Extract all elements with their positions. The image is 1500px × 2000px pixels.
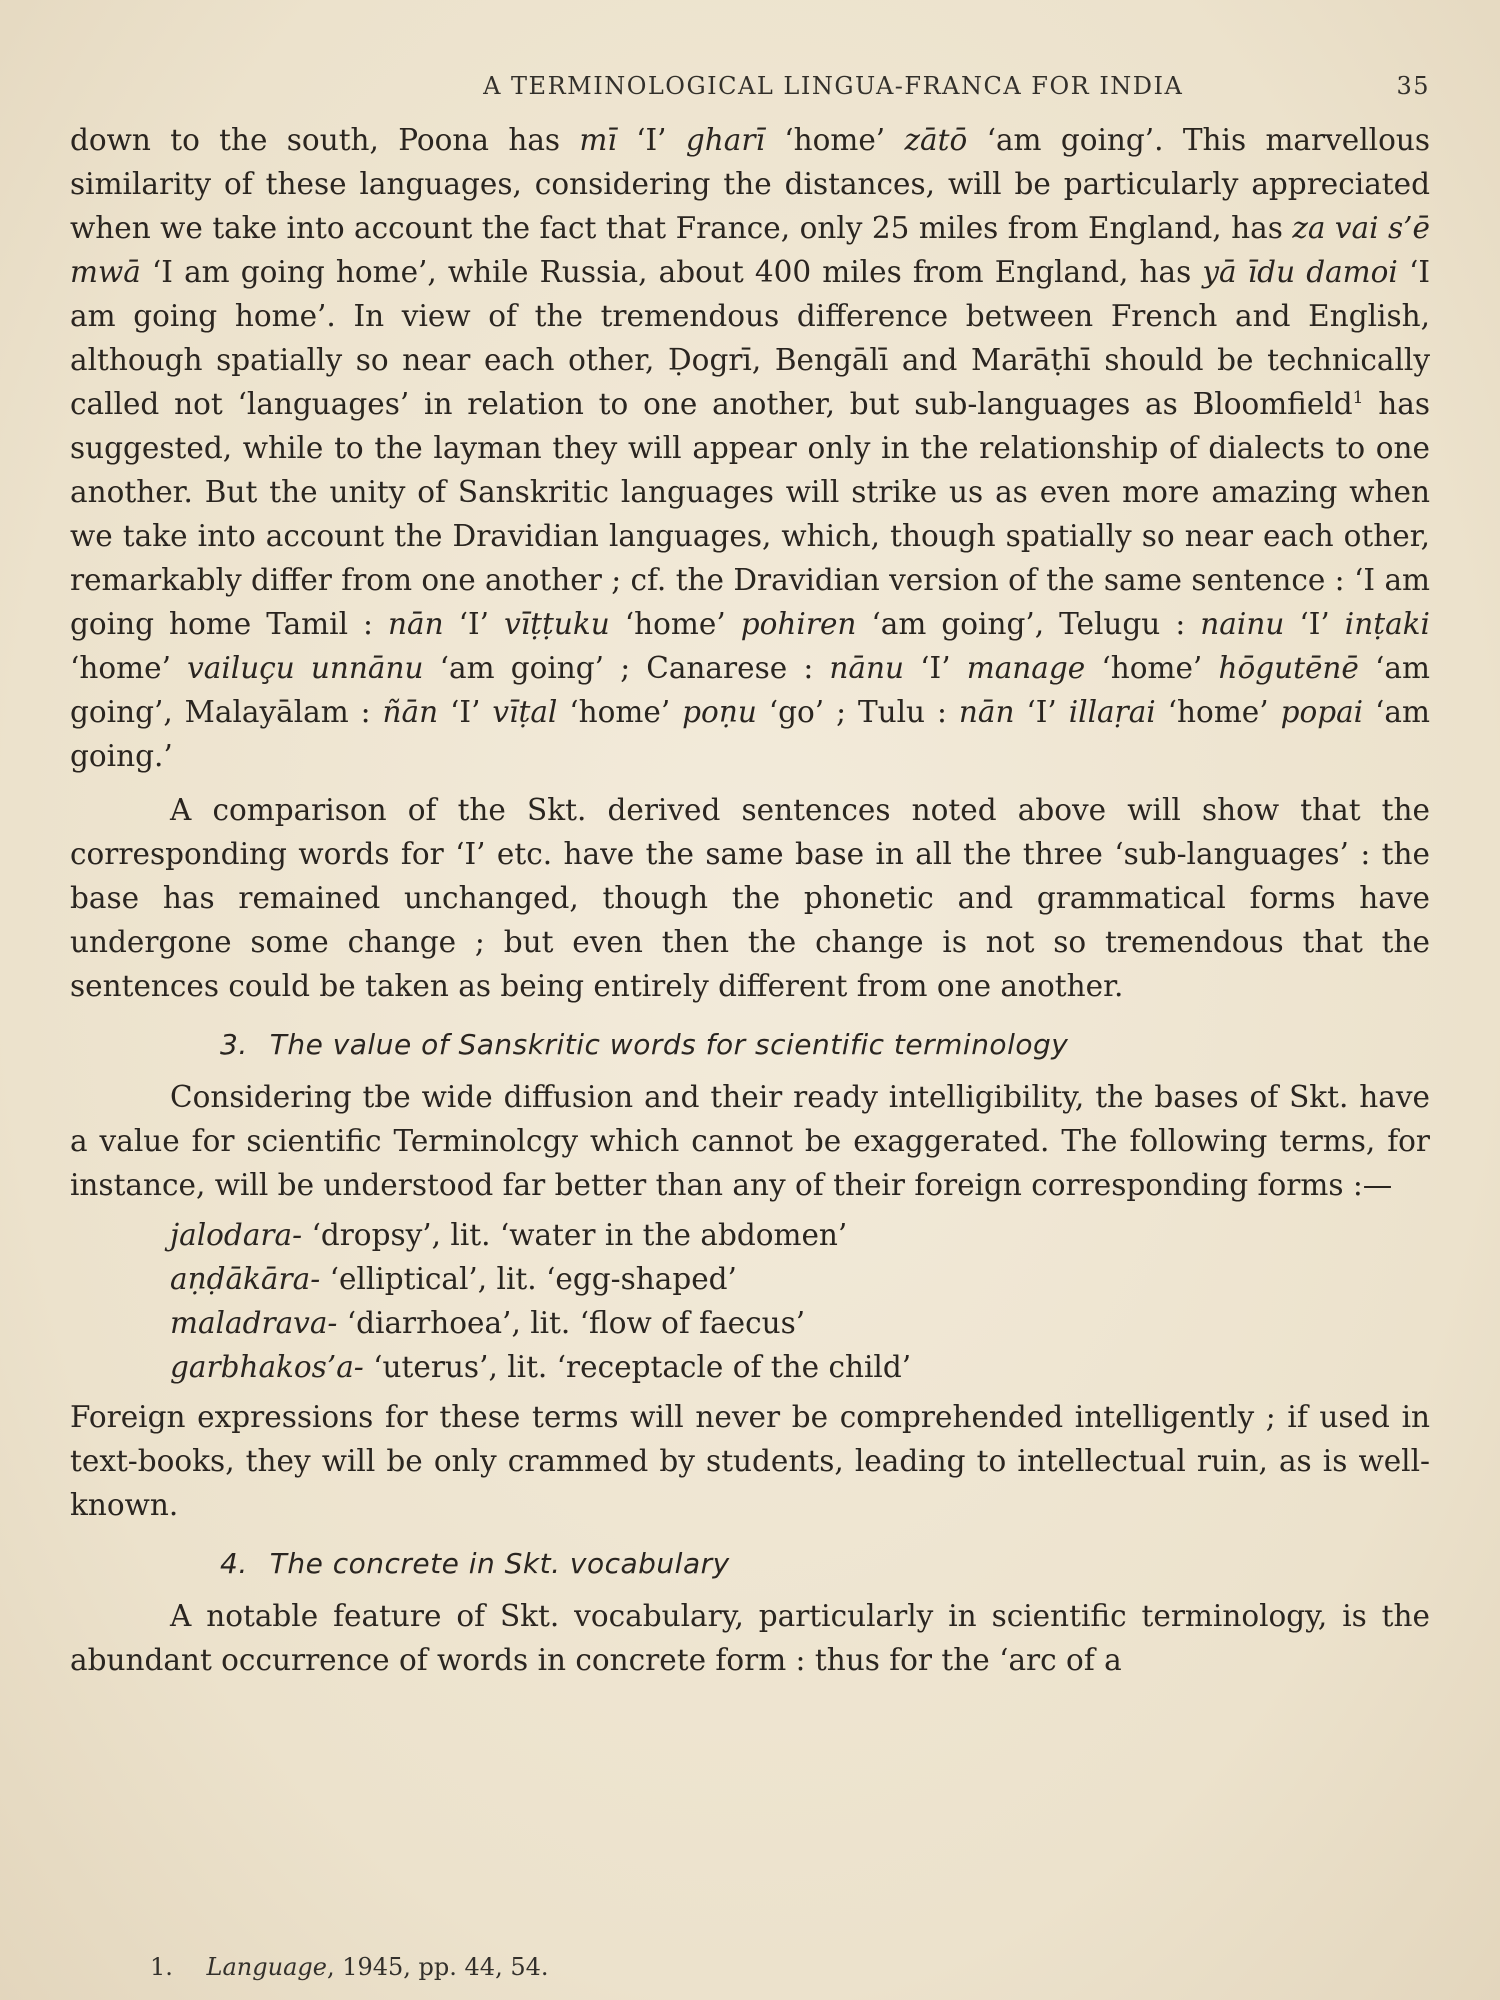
term-gloss: ‘elliptical’, lit. ‘egg-shaped’ xyxy=(320,1262,737,1296)
phrase-russian: yā īdu damoi xyxy=(1202,255,1398,289)
paragraph-foreign-expressions: Foreign expressions for these terms will never be comprehended intelligently ; if used in text-books, they will be only crammed by students, leading to intellectual ruin, as is well-known. xyxy=(70,1400,1430,1522)
word-telugu-3: vailuçu unnānu xyxy=(187,651,424,685)
list-item xyxy=(170,1345,1430,1389)
word-malayalam-3: poṇu xyxy=(682,695,757,729)
text-run: ‘go’ ; Tulu : xyxy=(756,695,959,729)
text-run: ‘I am going home’. In view of the tremendous difference between French and English, although spatially so near each other, Ḍogrī, Bengālī and Marāṭhī should be technically called not ‘languages’ in relation to one another, but sub-languages as Bloomfield xyxy=(70,255,1430,421)
word-malayalam-1: ñān xyxy=(382,695,439,729)
word-marathi-ghari: gharī xyxy=(685,123,765,157)
page-number: 35 xyxy=(1396,72,1430,100)
list-item xyxy=(170,1301,1430,1345)
word-tulu-2: illaṛai xyxy=(1068,695,1156,729)
word-canarese-2: manage xyxy=(966,651,1086,685)
text-run: ‘I’ xyxy=(616,123,686,157)
paragraph-dialect-comparison xyxy=(70,118,1430,778)
text-run: ‘am going’ ; Canarese : xyxy=(423,651,830,685)
word-tamil-2: vīṭṭuku xyxy=(504,607,610,641)
word-canarese-1: nānu xyxy=(829,651,905,685)
word-canarese-3: hōgutēnē xyxy=(1218,651,1359,685)
text-run: ‘am going’. This marvellous similarity of these languages, considering the distances, will be particularly appreciated when we take into account the fact that France, only 25 miles from England, has xyxy=(70,123,1431,245)
section-title: The value of Sanskritic words for scientific terminology xyxy=(269,1028,1069,1061)
footnote xyxy=(150,1953,549,1981)
text-run: ‘home’ xyxy=(764,123,905,157)
term-gloss: ‘dropsy’, lit. ‘water in the abdomen’ xyxy=(302,1218,848,1252)
text-run: ‘home’ xyxy=(1155,695,1281,729)
footnote-detail: , 1945, pp. 44, 54. xyxy=(326,1953,549,1981)
word-tamil-1: nān xyxy=(388,607,444,641)
running-header xyxy=(70,72,1430,100)
footnote-number: 1. xyxy=(150,1953,173,1981)
text-run: ‘I am going home’, while Russia, about 400 miles from England, has xyxy=(140,255,1203,289)
word-marathi-zato: zātō xyxy=(904,123,968,157)
word-malayalam-2: vīṭal xyxy=(492,695,558,729)
paragraph-comparison: A comparison of the Skt. derived sentences noted above will show that the corresponding words for ‘I’ etc. have the same base in all the three ‘sub-languages’ : the base has remained unchanged, though the phonetic and grammatical forms have undergone some change ; but even then the change is not so tremendous that the sentences could be taken as being entirely different from one another. xyxy=(70,793,1430,1003)
section-title: The concrete in Skt. vocabulary xyxy=(269,1547,730,1580)
text-run: ‘home’ xyxy=(609,607,741,641)
word-telugu-1: nainu xyxy=(1200,607,1285,641)
text-run: ‘I’ xyxy=(1284,607,1345,641)
term-word: garbhakos’a- xyxy=(170,1350,364,1384)
text-run: ‘home’ xyxy=(70,651,188,685)
text-run: ‘am going’, Telugu : xyxy=(856,607,1201,641)
paragraph-scientific-value: Considering tbe wide diffusion and their ready intelligibility, the bases of Skt. have a value for scientific Terminolcgy which cannot be exaggerated. The following terms, for instance, will be understood far better than any of their foreign corresponding forms :— xyxy=(70,1080,1430,1202)
section-number: 3. xyxy=(220,1028,248,1061)
text-run: down to the south, Poona has xyxy=(70,123,580,157)
footnote-source: Language xyxy=(206,1953,327,1981)
text-run: has suggested, while to the layman they will appear only in the relationship of dialects to one another. But the unity of Sanskritic languages will strike us as even more amazing when we take into account the Dravidian languages, which, though spatially so near each other, remarkably differ from one another ; cf. the Dravidian version of the same sentence : ‘I am going home Tamil : xyxy=(70,387,1430,641)
word-tulu-3: popai xyxy=(1280,695,1364,729)
text-run: ‘am going’, Malayālam : xyxy=(70,651,1430,729)
paragraph-concrete-vocabulary: A notable feature of Skt. vocabulary, particularly in scientific terminology, is the abundant occurrence of words in concrete form : thus for the ‘arc of a xyxy=(70,1599,1430,1677)
text-run: ‘I’ xyxy=(904,651,967,685)
term-word: aṇḍākāra- xyxy=(170,1262,321,1296)
text-run: ‘home’ xyxy=(1085,651,1219,685)
word-tamil-3: pohiren xyxy=(740,607,857,641)
term-word: maladrava- xyxy=(170,1306,338,1340)
word-marathi-mi: mī xyxy=(579,123,617,157)
word-telugu-2: inṭaki xyxy=(1344,607,1430,641)
section-heading-3 xyxy=(220,1028,1430,1061)
word-tulu-1: nān xyxy=(958,695,1015,729)
list-item xyxy=(170,1213,1430,1257)
section-number: 4. xyxy=(220,1547,248,1580)
phrase-french: za vai s’ē mwā xyxy=(70,211,1431,289)
text-run: ‘I’ xyxy=(443,607,505,641)
term-word: jalodara- xyxy=(170,1218,303,1252)
text-run: ‘I’ xyxy=(438,695,493,729)
term-gloss: ‘diarrhoea’, lit. ‘flow of faecus’ xyxy=(337,1306,806,1340)
term-gloss: ‘uterus’, lit. ‘receptacle of the child’ xyxy=(363,1350,912,1384)
text-run: ‘home’ xyxy=(557,695,683,729)
text-run: ‘I’ xyxy=(1014,695,1069,729)
footnote-marker: 1 xyxy=(1352,388,1364,409)
section-heading-4 xyxy=(220,1547,1430,1580)
list-item xyxy=(170,1257,1430,1301)
running-title: A TERMINOLOGICAL LINGUA-FRANCA FOR INDIA xyxy=(483,72,1184,100)
term-list xyxy=(170,1213,1430,1389)
text-run: ‘am going.’ xyxy=(70,695,1430,773)
